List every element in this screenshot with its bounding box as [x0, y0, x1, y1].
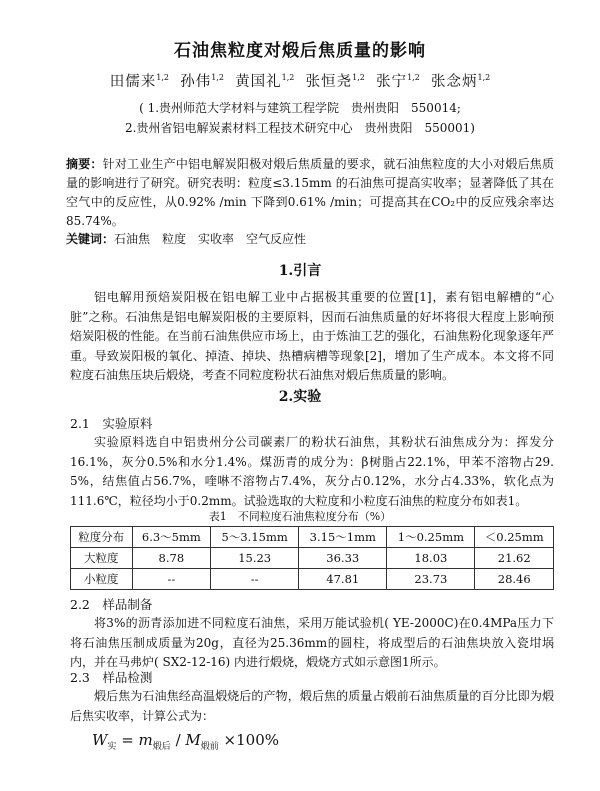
paper-title: 石油焦粒度对煅后焦质量的影响 [174, 41, 426, 61]
table-caption: 表1 不同粒度石油焦粒度分布（%） [208, 510, 392, 523]
table-cell: 8.78 [132, 548, 211, 569]
testing-paragraph: 煅后焦为石油焦经高温煅烧后的产物，煅后焦的质量占煅前石油焦质量的百分比即为煅后焦实收率，计算公式为： [70, 689, 554, 723]
yield-formula: $W_实 = m_{煅后} / M_{煅前} \times 100\%$ [92, 731, 279, 752]
subsection-heading-preparation: 2.2 样品制备 [70, 597, 153, 612]
table-cell: 47.81 [299, 569, 387, 590]
author: 张念炳$^{1,2}$ [431, 73, 491, 90]
table-header-cell: ＜0.25mm [475, 527, 554, 548]
preparation-paragraph: 将3%的沥青添加进不同粒度石油焦，采用万能试验机( YE-2000C)在0.4MPa压力下将石油焦压制成质量为20g，直径为25.36mm的圆柱，将成型后的石油焦块放入瓷坩埚内，并在马弗炉( SX2-12-16) 内进行煅烧，煅烧方式如示意图1所示。 [70, 616, 554, 669]
particle-size-table [70, 526, 554, 590]
table-cell: 28.46 [475, 569, 554, 590]
author-list [0, 70, 600, 91]
table-cell: 21.62 [475, 548, 554, 569]
author: 孙伟$^{1,2}$ [180, 73, 224, 90]
materials-paragraph: 实验原料选自中铝贵州分公司碳素厂的粉状石油焦，其粉状石油焦成分为：挥发分16.1%，灰分0.5%和水分1.4%。煤沥青的成分为：β树脂占22.1%，甲苯不溶物占29. 5%，结焦值占56.7%，喹啉不溶物占7.4%，灰分占0.12%，水分占4.33%，软化点为111.6℃，粒径均小于0.2mm。试验选取的大粒度和小粒度石油焦的粒度分布如表1。 [70, 435, 554, 508]
table-cell: 36.33 [299, 548, 387, 569]
table-header-row [71, 527, 554, 548]
table-cell: 小粒度 [71, 569, 133, 590]
section-heading-experiment: 2.实验 [278, 389, 322, 405]
table-cell: -- [211, 569, 299, 590]
author: 黄国礼$^{1,2}$ [235, 73, 295, 90]
table-cell: 18.03 [387, 548, 475, 569]
table-cell: -- [132, 569, 211, 590]
subsection-heading-materials: 2.1 实验原料 [70, 416, 153, 431]
subsection-heading-testing: 2.3 样品检测 [70, 670, 153, 685]
intro-paragraph: 铝电解用预焙炭阳极在铝电解工业中占据极其重要的位置[1]，素有铝电解槽的“心脏”之称。石油焦是铝电解炭阳极的主要原料，因而石油焦质量的好坏将很大程度上影响预焙炭阳极的性能。在当前石油焦供应市场上，由于炼油工艺的强化，石油焦粉化现象逐年严重。导致炭阳极的氧化、掉渣、掉块、热槽病槽等现象[2]，增加了生产成本。本文将不同粒度石油焦压块后煅烧，考查不同粒度粉状石油焦对煅后焦质量的影响。 [70, 290, 554, 382]
table-cell: 大粒度 [71, 548, 133, 569]
keywords [66, 230, 554, 247]
table-row [71, 548, 554, 569]
table-header-cell: 粒度分布 [71, 527, 133, 548]
section-heading-intro: 1.引言 [278, 263, 322, 279]
table-header-cell: 6.3～5mm [132, 527, 211, 548]
table-cell: 23.73 [387, 569, 475, 590]
affiliation-1: ( 1.贵州师范大学材料与建筑工程学院 贵州贵阳 550014; [139, 101, 461, 115]
table-header-cell: 1～0.25mm [387, 527, 475, 548]
abstract-label: 摘要： [66, 157, 103, 171]
keywords-label: 关键词： [66, 232, 115, 246]
table-row [71, 569, 554, 590]
author: 张宁$^{1,2}$ [376, 73, 420, 90]
abstract [66, 155, 554, 231]
keywords-text: 石油焦 粒度 实收率 空气反应性 [114, 232, 307, 246]
author: 田儒来$^{1,2}$ [109, 73, 169, 90]
author: 张恒尧$^{1,2}$ [305, 73, 365, 90]
affiliation-2: 2.贵州省铝电解炭素材料工程技术研究中心 贵州贵阳 550001) [125, 121, 475, 135]
table-cell: 15.23 [211, 548, 299, 569]
table-header-cell: 3.15～1mm [299, 527, 387, 548]
abstract-text: 针对工业生产中铝电解炭阳极对煅后焦质量的要求，就石油焦粒度的大小对煅后焦质量的影响进行了研究。研究表明：粒度≤3.15mm 的石油焦可提高实收率；显著降低了其在空气中的反应性，从0.92% /min 下降到0.61% /min；可提高其在CO₂中的反应残余率达85.74%。 [66, 157, 554, 228]
table-header-cell: 5～3.15mm [211, 527, 299, 548]
